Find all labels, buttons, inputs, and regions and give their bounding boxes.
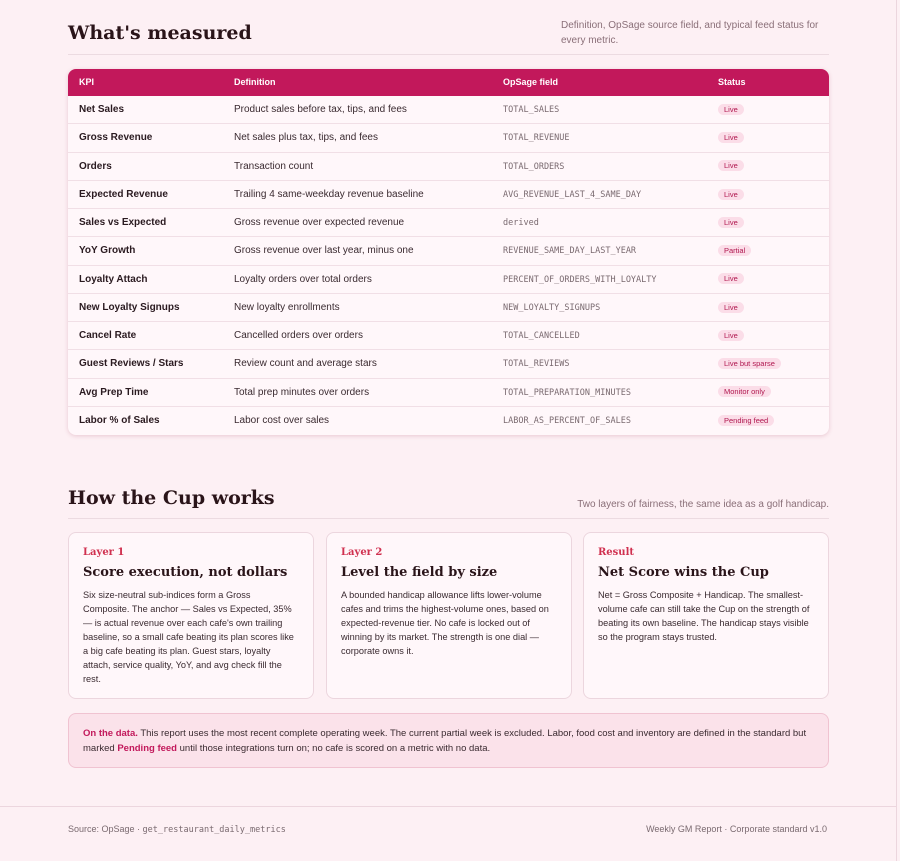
kpi-cell: YoY Growth	[79, 245, 136, 257]
column-header-kpi: KPI	[79, 77, 95, 87]
data-note-text-2: until those integrations turn on; no cafe is scored on a metric with no data.	[176, 743, 491, 754]
status-badge: Live	[718, 302, 744, 313]
field-cell: TOTAL_ORDERS	[503, 161, 565, 172]
measured-note-line-2: every metric.	[561, 35, 619, 46]
status-cell	[718, 237, 751, 265]
field-cell: REVENUE_SAME_DAY_LAST_YEAR	[503, 246, 637, 257]
table-row	[68, 96, 829, 124]
status-cell	[718, 96, 744, 124]
data-note-highlight: Pending feed	[117, 743, 177, 754]
cup-note: Two layers of fairness, the same idea as a golf handicap.	[577, 499, 829, 510]
field-cell: TOTAL_SALES	[503, 105, 560, 115]
field-cell: LABOR_AS_PERCENT_OF_SALES	[503, 415, 631, 426]
column-header-status: Status	[718, 77, 746, 87]
status-badge: Live	[718, 273, 744, 284]
cup-title: How the Cup works	[68, 487, 275, 509]
table-row	[68, 266, 829, 294]
table-row	[68, 209, 829, 237]
card-body: Six size-neutral sub-indices form a Gross Composite. The anchor — Sales vs Expected, 35% — is actual revenue over each cafe's own trailing baseline, so a small cafe beating its plan scores like a big cafe beating its plan. Guest stars, loyalty attach, service quality, YoY, and avg check fill the rest.	[83, 590, 294, 684]
status-badge: Live	[718, 160, 744, 171]
status-badge: Monitor only	[718, 386, 771, 397]
definition-cell: New loyalty enrollments	[234, 301, 340, 313]
status-cell	[718, 153, 744, 181]
definition-cell: Cancelled orders over orders	[234, 330, 363, 341]
field-cell: TOTAL_PREPARATION_MINUTES	[503, 387, 631, 398]
table-row	[68, 181, 829, 209]
card-kicker: Layer 1	[83, 547, 125, 558]
kpi-table-body	[68, 96, 829, 435]
card-title: Score execution, not dollars	[83, 565, 288, 580]
kpi-cell: Cancel Rate	[79, 330, 137, 341]
table-row	[68, 407, 829, 435]
field-cell: NEW_LOYALTY_SIGNUPS	[503, 302, 601, 313]
status-badge: Pending feed	[718, 415, 774, 426]
kpi-cell: New Loyalty Signups	[79, 301, 180, 313]
status-badge: Live but sparse	[718, 358, 781, 369]
footer-divider	[0, 806, 897, 807]
status-badge: Live	[718, 217, 744, 228]
measured-note	[561, 18, 829, 48]
card-layer-2	[326, 532, 572, 699]
kpi-cell: Labor % of Sales	[79, 414, 160, 426]
kpi-cell: Avg Prep Time	[79, 386, 149, 398]
card-title: Level the field by size	[341, 565, 498, 580]
kpi-cell: Orders	[79, 160, 112, 172]
status-badge: Live	[718, 104, 744, 115]
definition-cell: Net sales plus tax, tips, and fees	[234, 132, 378, 144]
status-badge: Live	[718, 330, 744, 341]
status-badge: Live	[718, 189, 744, 200]
status-cell	[718, 294, 744, 322]
definition-cell: Gross revenue over last year, minus one	[234, 245, 414, 257]
measured-note-line-1: Definition, OpSage source field, and typical feed status for	[561, 20, 819, 31]
kpi-table-header	[68, 69, 829, 96]
definition-cell: Loyalty orders over total orders	[234, 273, 372, 285]
definition-cell: Gross revenue over expected revenue	[234, 217, 405, 228]
footer-source-prefix: Source: OpSage ·	[68, 824, 143, 834]
status-cell	[718, 266, 744, 294]
data-note	[68, 713, 829, 768]
card-body: A bounded handicap allowance lifts lower-volume cafes and trims the highest-volume ones, based on expected-revenue tier. No cafe is locked out of winning by its market. The strength is one dial — corporate owns it.	[341, 590, 549, 656]
status-cell	[718, 350, 781, 378]
field-cell: TOTAL_REVENUE	[503, 133, 570, 144]
footer-source	[68, 824, 286, 835]
card-layer-1	[68, 532, 314, 699]
data-note-text-1: This report uses the most recent complete operating week. The current partial week is excluded. Labor, food cost and inventory are defined in the standard but marked	[83, 728, 807, 754]
kpi-cell: Expected Revenue	[79, 188, 168, 200]
field-cell: PERCENT_OF_ORDERS_WITH_LOYALTY	[503, 274, 657, 285]
status-badge: Partial	[718, 245, 751, 256]
field-cell: TOTAL_REVIEWS	[503, 359, 570, 370]
table-row	[68, 153, 829, 181]
card-kicker: Layer 2	[341, 547, 383, 558]
status-cell	[718, 379, 771, 407]
footer-source-code: get_restaurant_daily_metrics	[142, 825, 286, 835]
status-cell	[718, 407, 774, 435]
table-row	[68, 350, 829, 378]
kpi-cell: Guest Reviews / Stars	[79, 358, 184, 370]
field-cell: TOTAL_CANCELLED	[503, 331, 580, 341]
field-cell: AVG_REVENUE_LAST_4_SAME_DAY	[503, 189, 642, 200]
status-cell	[718, 181, 744, 209]
table-row	[68, 379, 829, 407]
table-row	[68, 294, 829, 322]
column-header-definition: Definition	[234, 77, 276, 87]
kpi-cell: Net Sales	[79, 104, 125, 115]
card-kicker: Result	[598, 547, 634, 558]
card-result	[583, 532, 829, 699]
definition-cell: Labor cost over sales	[234, 414, 330, 426]
kpi-cell: Sales vs Expected	[79, 217, 167, 228]
kpi-cell: Loyalty Attach	[79, 273, 148, 285]
definition-cell: Transaction count	[234, 160, 314, 172]
definition-cell: Total prep minutes over orders	[234, 386, 370, 398]
card-title: Net Score wins the Cup	[598, 565, 769, 580]
data-note-lead: On the data.	[83, 728, 138, 739]
card-body: Net = Gross Composite + Handicap. The smallest-volume cafe can still take the Cup on the strength of beating its own baseline. The handicap stays visible so the program stays trusted.	[598, 590, 810, 642]
definition-cell: Trailing 4 same-weekday revenue baseline	[234, 188, 424, 200]
footer-version: Weekly GM Report · Corporate standard v1.0	[646, 824, 827, 834]
kpi-table	[68, 69, 829, 435]
measured-title: What's measured	[68, 22, 252, 44]
definition-cell: Product sales before tax, tips, and fees	[234, 104, 407, 115]
column-header-field: OpSage field	[503, 77, 559, 87]
table-row	[68, 322, 829, 350]
status-cell	[718, 322, 744, 350]
definition-cell: Review count and average stars	[234, 358, 377, 370]
status-badge: Live	[718, 132, 744, 143]
cup-header	[68, 480, 829, 519]
status-cell	[718, 124, 744, 152]
table-row	[68, 237, 829, 265]
table-row	[68, 124, 829, 152]
field-cell: derived	[503, 218, 539, 228]
measured-header	[68, 14, 829, 55]
status-cell	[718, 209, 744, 237]
kpi-cell: Gross Revenue	[79, 132, 153, 144]
